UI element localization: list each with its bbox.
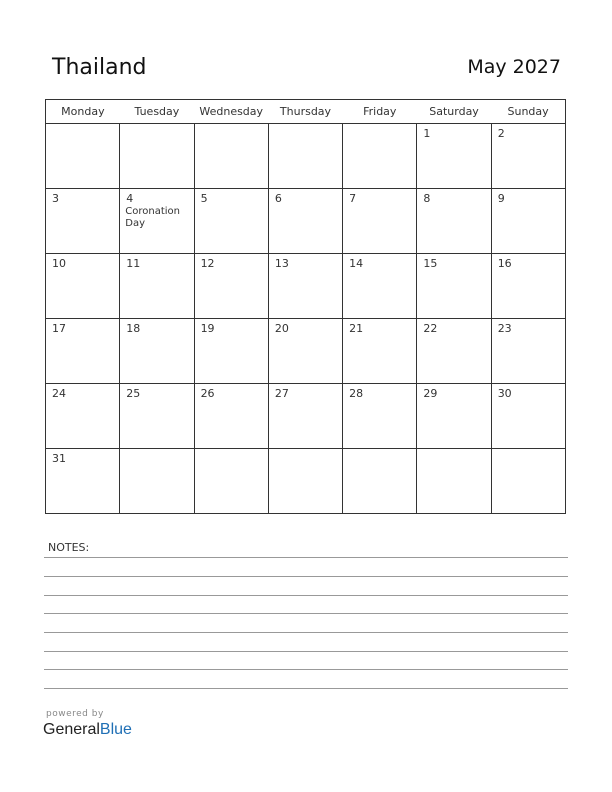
day-cell — [491, 189, 565, 254]
week-row — [46, 124, 566, 189]
day-number: 22 — [423, 322, 438, 335]
day-number: 27 — [274, 387, 289, 400]
calendar-month-title: May 2027 — [467, 56, 561, 78]
generalblue-logo — [43, 721, 132, 739]
day-cell — [491, 449, 565, 514]
day-number — [343, 449, 416, 452]
day-cell — [194, 384, 268, 449]
day-number — [195, 449, 268, 452]
day-cell — [491, 384, 565, 449]
day-number: 23 — [497, 322, 512, 335]
day-number — [269, 124, 342, 127]
day-number — [417, 449, 490, 452]
day-number: 7 — [349, 192, 357, 205]
day-number: 13 — [274, 257, 289, 270]
calendar-grid — [45, 99, 566, 514]
day-cell — [120, 449, 194, 514]
day-cell — [120, 189, 194, 254]
day-number — [120, 124, 193, 127]
day-number: 21 — [349, 322, 364, 335]
note-line — [44, 651, 568, 652]
day-number — [195, 124, 268, 127]
weekday-header: Saturday — [417, 100, 491, 124]
day-cell — [194, 124, 268, 189]
day-cell — [417, 384, 491, 449]
week-row — [46, 319, 566, 384]
day-cell — [120, 319, 194, 384]
day-number: 26 — [200, 387, 215, 400]
week-row — [46, 384, 566, 449]
note-line — [44, 632, 568, 633]
day-cell — [343, 384, 417, 449]
day-cell — [491, 254, 565, 319]
day-cell — [417, 449, 491, 514]
day-number: 1 — [423, 127, 431, 140]
week-row — [46, 449, 566, 514]
weekday-header: Friday — [343, 100, 417, 124]
day-number: 30 — [497, 387, 512, 400]
day-number: 17 — [52, 322, 66, 335]
day-number: 4 — [126, 192, 134, 205]
note-line — [44, 576, 568, 577]
day-number: 6 — [274, 192, 282, 205]
day-cell — [491, 319, 565, 384]
day-cell — [417, 189, 491, 254]
weekday-header: Thursday — [268, 100, 342, 124]
note-line — [44, 557, 568, 558]
day-number: 2 — [497, 127, 505, 140]
day-cell — [194, 449, 268, 514]
day-number — [269, 449, 342, 452]
day-cell — [194, 189, 268, 254]
note-line — [44, 669, 568, 670]
day-number — [492, 449, 565, 452]
day-number — [46, 124, 119, 127]
note-line — [44, 613, 568, 614]
day-cell — [268, 124, 342, 189]
powered-by-text: powered by — [46, 709, 104, 719]
day-cell — [343, 124, 417, 189]
day-cell — [46, 189, 120, 254]
day-number: 29 — [423, 387, 438, 400]
week-row — [46, 189, 566, 254]
day-number: 31 — [52, 452, 66, 465]
note-line — [44, 595, 568, 596]
notes-label: NOTES: — [48, 541, 90, 554]
day-cell — [46, 384, 120, 449]
day-cell — [268, 384, 342, 449]
day-cell — [491, 124, 565, 189]
day-cell — [417, 124, 491, 189]
brand-general: General — [43, 721, 100, 738]
day-cell — [46, 124, 120, 189]
day-number: 11 — [126, 257, 141, 270]
day-number — [343, 124, 416, 127]
weekday-header: Wednesday — [194, 100, 268, 124]
day-number: 14 — [349, 257, 364, 270]
day-cell — [194, 254, 268, 319]
weekday-header: Monday — [46, 100, 120, 124]
day-number: 12 — [200, 257, 215, 270]
day-number: 5 — [200, 192, 208, 205]
day-cell — [268, 449, 342, 514]
day-number: 24 — [52, 387, 66, 400]
day-number: 20 — [274, 322, 289, 335]
day-cell — [120, 384, 194, 449]
day-number: 25 — [126, 387, 141, 400]
day-number: 18 — [126, 322, 141, 335]
weekday-header: Tuesday — [120, 100, 194, 124]
day-cell — [46, 449, 120, 514]
day-cell — [343, 449, 417, 514]
day-number: 28 — [349, 387, 364, 400]
day-number: 8 — [423, 192, 431, 205]
calendar-country-title: Thailand — [52, 55, 147, 80]
day-cell — [46, 319, 120, 384]
day-cell — [120, 124, 194, 189]
brand-blue: Blue — [99, 721, 132, 738]
day-cell — [46, 254, 120, 319]
day-number: 10 — [52, 257, 66, 270]
day-cell — [268, 189, 342, 254]
day-cell — [194, 319, 268, 384]
day-cell — [417, 319, 491, 384]
day-number: 9 — [497, 192, 505, 205]
day-number: 15 — [423, 257, 438, 270]
day-number: 3 — [52, 192, 59, 205]
day-cell — [343, 189, 417, 254]
note-line — [44, 688, 568, 689]
day-number: 19 — [200, 322, 215, 335]
weekday-header-row — [46, 100, 566, 124]
day-cell — [120, 254, 194, 319]
holiday-event: Coronation Day — [125, 206, 181, 229]
week-row — [46, 254, 566, 319]
day-cell — [268, 319, 342, 384]
day-cell — [268, 254, 342, 319]
day-number — [120, 449, 193, 452]
day-cell — [343, 254, 417, 319]
weekday-header: Sunday — [491, 100, 565, 124]
day-cell — [417, 254, 491, 319]
day-cell — [343, 319, 417, 384]
day-number: 16 — [497, 257, 512, 270]
